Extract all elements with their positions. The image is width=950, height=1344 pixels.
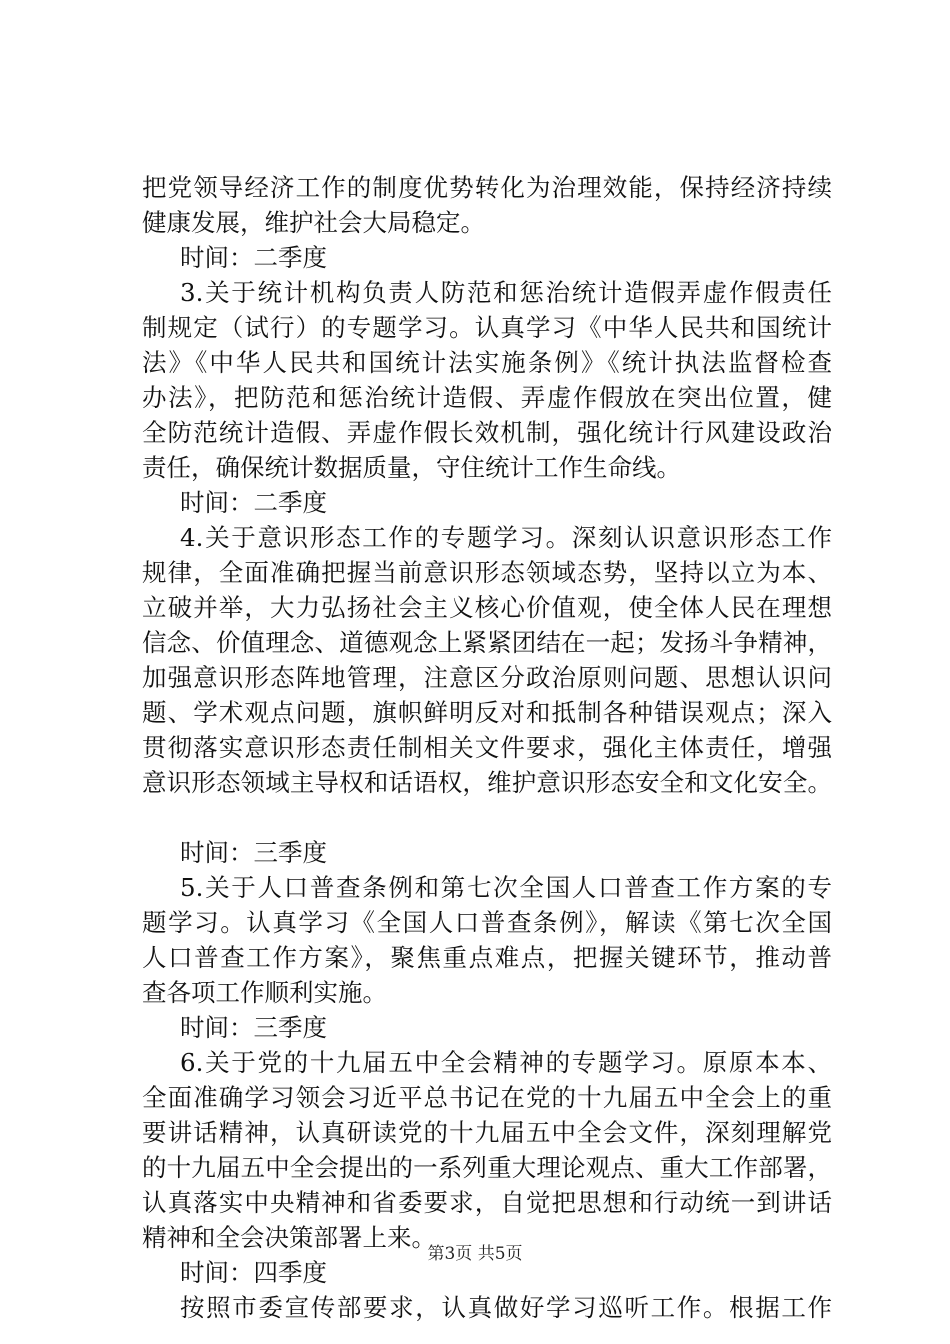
text-line: 立破并举，大力弘扬社会主义核心价值观，使全体人民在理想 [142, 593, 832, 622]
text-line: 法》《中华人民共和国统计法实施条例》《统计执法监督检查 [142, 348, 832, 377]
text-line: 贯彻落实意识形态责任制相关文件要求，强化主体责任，增强 [142, 733, 832, 762]
document-body [142, 170, 832, 1325]
text-line: 人口普查工作方案》，聚焦重点难点，把握关键环节，推动普 [142, 943, 832, 972]
text-line: 规律，全面准确把握当前意识形态领域态势，坚持以立为本、 [142, 558, 832, 587]
text-line: 的十九届五中全会提出的一系列重大理论观点、重大工作部署， [142, 1153, 832, 1182]
text-line: 按照市委宣传部要求，认真做好学习巡听工作。根据工作 [180, 1293, 832, 1322]
text-line: 要讲话精神，认真研读党的十九届五中全会文件，深刻理解党 [142, 1118, 832, 1147]
text-line: 4.关于意识形态工作的专题学习。深刻认识意识形态工作 [180, 523, 832, 552]
text-line: 时间：二季度 [180, 243, 327, 272]
text-line: 把党领导经济工作的制度优势转化为治理效能，保持经济持续 [142, 173, 832, 202]
text-line: 健康发展，维护社会大局稳定。 [142, 208, 485, 237]
text-line: 认真落实中央精神和省委要求，自觉把思想和行动统一到讲话 [142, 1188, 832, 1217]
text-line: 制规定（试行）的专题学习。认真学习《中华人民共和国统计 [142, 313, 832, 342]
text-line: 全面准确学习领会习近平总书记在党的十九届五中全会上的重 [142, 1083, 832, 1112]
page-number-footer: 第3页 共5页 [427, 1244, 523, 1264]
text-line: 精神和全会决策部署上来。 [142, 1223, 436, 1252]
text-line: 全防范统计造假、弄虚作假长效机制，强化统计行风建设政治 [142, 418, 832, 447]
text-line: 3.关于统计机构负责人防范和惩治统计造假弄虚作假责任 [180, 278, 832, 307]
text-line: 时间：三季度 [180, 1013, 327, 1042]
text-line: 意识形态领域主导权和话语权，维护意识形态安全和文化安全。 [142, 768, 832, 797]
text-line: 6.关于党的十九届五中全会精神的专题学习。原原本本、 [180, 1048, 832, 1077]
text-line: 题学习。认真学习《全国人口普查条例》，解读《第七次全国 [142, 908, 832, 937]
text-line: 信念、价值理念、道德观念上紧紧团结在一起；发扬斗争精神， [142, 628, 832, 657]
text-line: 办法》，把防范和惩治统计造假、弄虚作假放在突出位置，健 [142, 383, 832, 412]
text-line: 5.关于人口普查条例和第七次全国人口普查工作方案的专 [180, 873, 832, 902]
text-line: 时间：三季度 [180, 838, 327, 867]
text-line: 查各项工作顺利实施。 [142, 978, 387, 1007]
text-line: 责任，确保统计数据质量，守住统计工作生命线。 [142, 453, 681, 482]
text-line: 加强意识形态阵地管理，注意区分政治原则问题、思想认识问 [142, 663, 832, 692]
text-line: 时间：四季度 [180, 1258, 327, 1287]
text-line: 时间：二季度 [180, 488, 327, 517]
text-line: 题、学术观点问题，旗帜鲜明反对和抵制各种错误观点；深入 [142, 698, 832, 727]
blank-line [142, 800, 832, 835]
